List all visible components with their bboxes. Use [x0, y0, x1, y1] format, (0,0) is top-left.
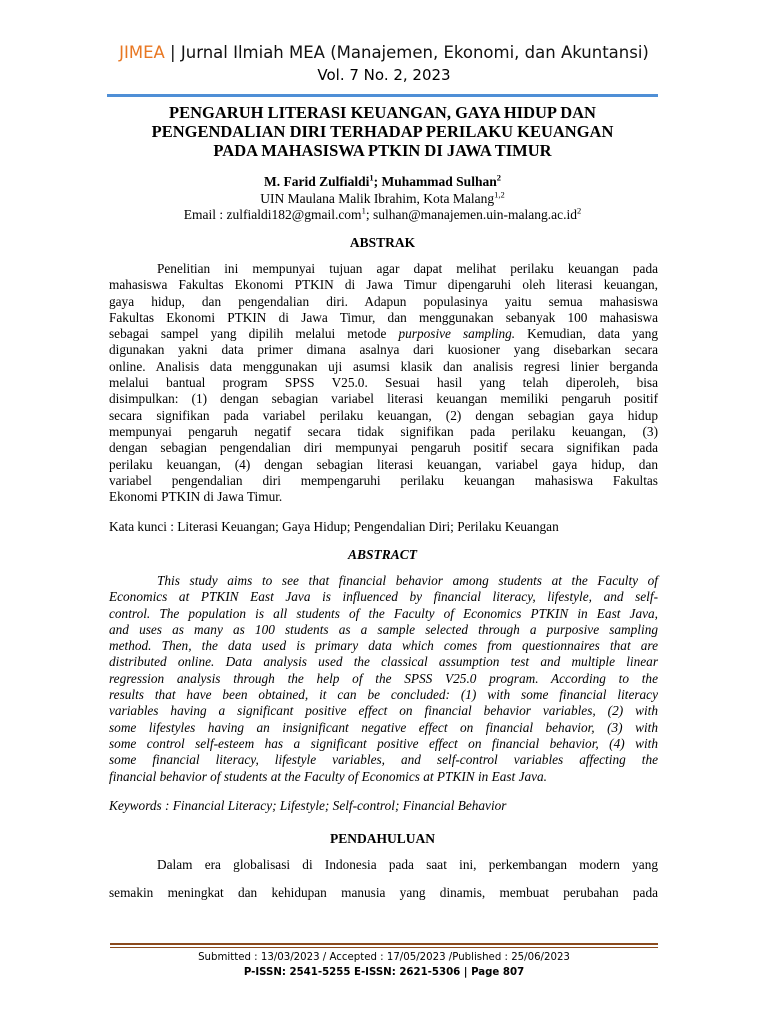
abstrak-line: mahasiswa Fakultas Ekonomi PTKIN di Jawa Timur dipengaruhi oleh literasi keuangan,	[109, 277, 658, 293]
abstrak-method-italic: purposive sampling.	[398, 326, 516, 342]
abstract-keywords: Keywords : Financial Literacy; Lifestyle; Self-control; Financial Behavior	[109, 798, 507, 813]
author-name: M. Farid Zulfialdi	[264, 174, 370, 189]
pendahuluan-body	[109, 851, 658, 907]
abstrak-keywords: Kata kunci : Literasi Keuangan; Gaya Hidup; Pengendalian Diri; Perilaku Keuangan	[109, 519, 559, 534]
authors	[107, 173, 658, 191]
journal-volume: Vol. 7 No. 2, 2023	[317, 66, 451, 84]
abstrak-line: melalui bantual program SPSS V25.0. Sesuai hasil yang telah diperoleh, bisa	[109, 375, 658, 391]
abstract-line: some financial literacy, lifestyle variables, and self-control variables affecting the	[109, 752, 658, 768]
title-line: PADA MAHASISWA PTKIN DI JAWA TIMUR	[213, 141, 552, 160]
abstract-line: some lifestyles having an insignificant negative effect on financial behavior, (3) with	[109, 719, 658, 735]
email-sup: 1	[361, 205, 366, 216]
affiliation	[107, 190, 658, 207]
article-title	[107, 103, 658, 160]
author-sup: 1	[369, 172, 374, 183]
abstract-line: and uses as many as 100 students as a sample selected through a purposive sampling	[109, 621, 658, 637]
abstrak-line: Penelitian ini mempunyai tujuan agar dapat melihat perilaku keuangan pada	[157, 261, 658, 276]
author-sup: 2	[496, 172, 501, 183]
abstrak-line-start: sebagai sampel yang dipilih melalui metode	[109, 326, 387, 342]
pendahuluan-line: semakin meningkat dan kehidupan manusia yang dinamis, membuat perubahan pada	[109, 885, 658, 900]
abstract-line: variables having a significant positive effect on financial behavior variables, (2) with	[109, 703, 658, 719]
pendahuluan-heading: PENDAHULUAN	[329, 831, 435, 846]
footer-dates: Submitted : 13/03/2023 / Accepted : 17/05/2023 /Published : 25/06/2023	[198, 952, 570, 963]
abstrak-body	[109, 261, 658, 505]
abstrak-line	[109, 326, 658, 342]
title-line: PENGENDALIAN DIRI TERHADAP PERILAKU KEUANGAN	[151, 122, 614, 141]
abstrak-line: Ekonomi PTKIN di Jawa Timur.	[109, 489, 283, 505]
journal-brand: JIMEA	[119, 43, 165, 62]
footer-divider-thin	[110, 947, 658, 948]
abstract-heading: ABSTRACT	[347, 547, 418, 562]
header-divider	[107, 94, 658, 97]
abstract-line: results that have been obtained, it can be concluded: (1) with some financial literacy	[109, 687, 658, 703]
abstrak-line: disimpulkan: (1) dengan sebagian variabel literasi keuangan memiliki pengaruh positif	[109, 391, 658, 407]
abstrak-line: mempunyai pengaruh negatif secara tidak signifikan pada perilaku keuangan, (3)	[109, 423, 658, 439]
abstract-body	[109, 573, 658, 785]
abstrak-line: digunakan yakni data primer dimana asalnya dari kuosioner yang disebarkan secara	[109, 342, 658, 358]
abstrak-line: gaya hidup, dan pengendalian diri. Adapun populasinya yaitu semua mahasiswa	[109, 293, 658, 309]
footer-issn: P-ISSN: 2541-5255 E-ISSN: 2621-5306 | Page 807	[243, 967, 525, 978]
abstract-line: control. The population is all students of the Faculty of Economics PTKIN in East Java,	[109, 605, 658, 621]
footer-divider	[110, 943, 658, 945]
abstract-line: method. Then, the data used is primary data which comes from questionnaires that are	[109, 638, 658, 654]
email-sup: 2	[576, 205, 582, 216]
abstrak-line: online. Analisis data menggunakan uji asumsi klasik dan analisis regresi linier berganda	[109, 358, 658, 374]
author-separator: ;	[373, 174, 382, 189]
abstrak-line: secara signifikan pada variabel perilaku keuangan, (2) dengan sebagian gaya hidup	[109, 407, 658, 423]
abstrak-heading: ABSTRAK	[349, 235, 416, 250]
email-link[interactable]: zulfialdi182@gmail.com	[226, 207, 362, 222]
affiliation-sup: 1,2	[494, 189, 505, 200]
email-prefix: Email :	[183, 207, 227, 222]
email-link[interactable]: sulhan@manajemen.uin-malang.ac.id	[372, 207, 577, 222]
abstract-line: some control self-esteem has a significant positive effect on financial behavior, (4) with	[109, 735, 658, 751]
abstrak-line: dengan sebagian pengendalian diri mempunyai pengaruh positif secara signifikan pada	[109, 440, 658, 456]
journal-separator: |	[164, 43, 181, 62]
abstract-line: regression analysis through the help of the SPSS V25.0 program. According to the	[109, 670, 658, 686]
affiliation-text: UIN Maulana Malik Ibrahim, Kota Malang	[260, 191, 495, 206]
journal-header	[100, 42, 668, 64]
author-name: Muhammad Sulhan	[381, 174, 497, 189]
title-line: PENGARUH LITERASI KEUANGAN, GAYA HIDUP DAN	[169, 103, 596, 122]
pendahuluan-line: Dalam era globalisasi di Indonesia pada saat ini, perkembangan modern yang	[157, 857, 658, 872]
journal-name: Jurnal Ilmiah MEA (Manajemen, Ekonomi, dan Akuntansi)	[180, 43, 649, 62]
abstrak-line: perilaku keuangan, (4) dengan sebagian literasi keuangan, variabel gaya hidup, dan	[109, 456, 658, 472]
abstract-line: This study aims to see that financial behavior among students at the Faculty of	[157, 573, 658, 588]
email-line	[107, 206, 658, 223]
abstrak-line-end: Kemudian, data yang	[515, 326, 658, 342]
abstract-line: Economics at PTKIN East Java is influenced by financial literacy, lifestyle, and self-	[109, 589, 658, 605]
abstract-line: financial behavior of students at the Faculty of Economics at PTKIN in East Java.	[109, 768, 547, 784]
abstract-line: distributed online. Data analysis used the classical assumption test and multiple linear	[109, 654, 658, 670]
abstrak-line: variabel pengendalian diri mempengaruhi perilaku keuangan mahasiswa Fakultas	[109, 472, 658, 488]
abstrak-line: Fakultas Ekonomi PTKIN di Jawa Timur, dan menggunakan sebanyak 100 mahasiswa	[109, 309, 658, 325]
email-separator: ;	[365, 207, 373, 222]
